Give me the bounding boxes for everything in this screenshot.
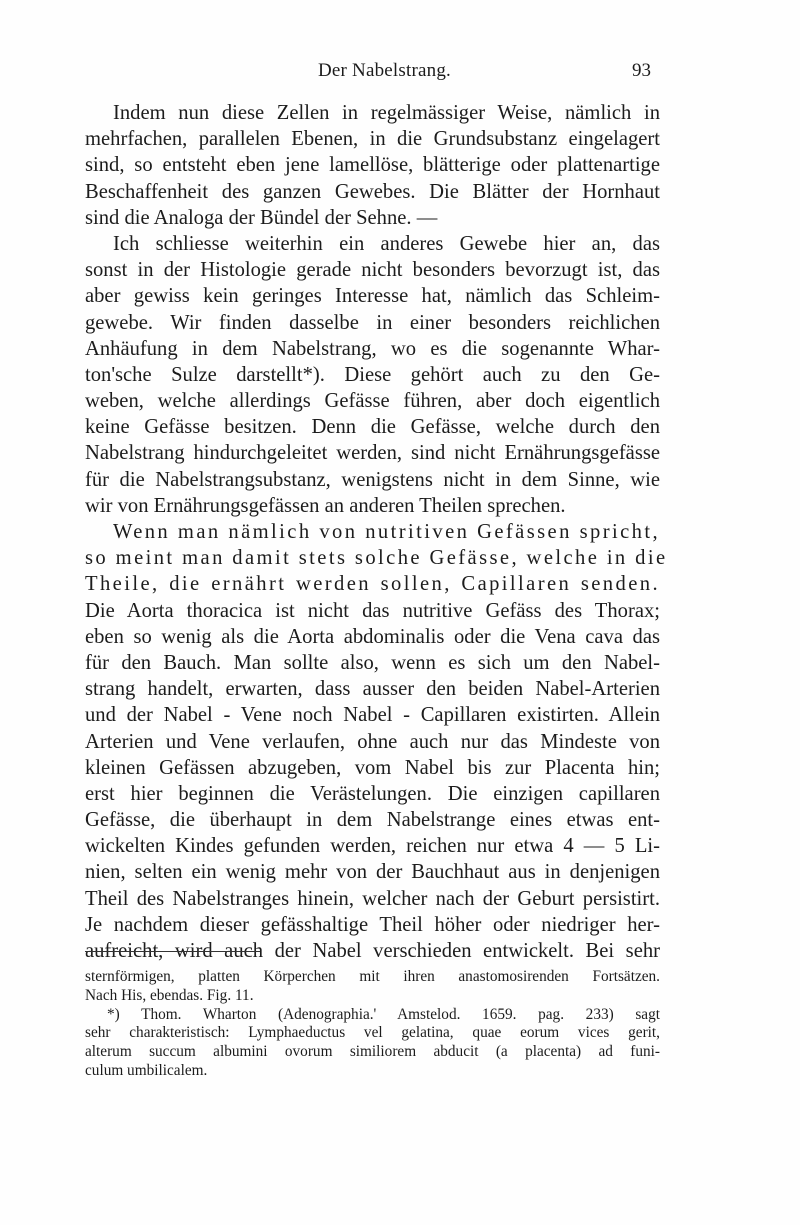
page-number: 93 bbox=[632, 60, 651, 81]
text-line: ton'sche Sulze darstellt*). Diese gehört auch zu den Ge- bbox=[85, 363, 660, 386]
text-line: Die Aorta thoracica ist nicht das nutritive Gefäss des Thorax; bbox=[85, 599, 660, 622]
text-line: aber gewiss kein geringes Interesse hat, nämlich das Schleim- bbox=[85, 285, 660, 308]
text-line: kleinen Gefässen abzugeben, vom Nabel bis zur Placenta hin; bbox=[85, 756, 660, 779]
text-line: Arterien und Vene verlaufen, ohne auch nur das Mindeste von bbox=[85, 730, 660, 753]
text-line: wir von Ernährungsgefässen an anderen Theilen sprechen. bbox=[85, 494, 566, 517]
text-line: sonst in der Histologie gerade nicht besonders bevorzugt ist, das bbox=[85, 259, 660, 282]
footnote-line: sternförmigen, platten Körperchen mit ihren anastomosirenden Fortsätzen. bbox=[85, 968, 660, 985]
text-line: aufreicht, wird auch der Nabel verschieden entwickelt. Bei sehr bbox=[85, 940, 660, 962]
text-line: Indem nun diese Zellen in regelmässiger Weise, nämlich in bbox=[113, 102, 660, 124]
text-line: mehrfachen, parallelen Ebenen, in die Grundsubstanz eingelagert bbox=[85, 128, 660, 151]
footnote-line: *) Thom. Wharton (Adenographia.' Amstelod. 1659. pag. 233) sagt bbox=[107, 1005, 660, 1023]
footnotes bbox=[85, 968, 660, 1081]
text-line: Je nachdem dieser gefässhaltige Theil höher oder niedriger her- bbox=[85, 913, 660, 936]
footnote-line: culum umbilicalem. bbox=[85, 1061, 208, 1079]
text-line: gewebe. Wir finden dasselbe in einer besonders reichlichen bbox=[85, 311, 660, 334]
text-line: Gefässe, die überhaupt in dem Nabelstrange eines etwas ent- bbox=[85, 809, 660, 832]
footnote-line: alterum succum albumini ovorum similiorem abducit (a placenta) ad funi- bbox=[85, 1043, 660, 1061]
text-line: Theile, die ernährt werden sollen, Capillaren senden. bbox=[85, 573, 660, 596]
text-line: strang handelt, erwarten, dass ausser den beiden Nabel-Arterien bbox=[85, 678, 660, 701]
text-line: Beschaffenheit des ganzen Gewebes. Die Blätter der Hornhaut bbox=[85, 180, 660, 203]
footnote-line: sehr charakteristisch: Lymphaeductus vel gelatina, quae eorum vices gerit, bbox=[85, 1024, 660, 1042]
running-head bbox=[0, 60, 800, 88]
text-line: sind, so entsteht eben jene lamellöse, blätterige oder plattenartige bbox=[85, 154, 660, 177]
text-line: so meint man damit stets solche Gefässe, welche in die bbox=[85, 547, 668, 570]
text-line: für den Bauch. Man sollte also, wenn es sich um den Nabel- bbox=[85, 651, 660, 674]
text-line: Nabelstrang hindurchgeleitet werden, sind nicht Ernährungsgefässe bbox=[85, 442, 660, 465]
text-line: für die Nabelstrangsubstanz, wenigstens nicht in dem Sinne, wie bbox=[85, 468, 660, 491]
text-line: weben, welche allerdings Gefässe führen, aber doch eigentlich bbox=[85, 390, 660, 413]
text-line: sind die Analoga der Bündel der Sehne. — bbox=[85, 206, 438, 229]
text-line: und der Nabel - Vene noch Nabel - Capillaren existirten. Allein bbox=[85, 704, 660, 727]
text-line: Theil des Nabelstranges hinein, welcher nach der Geburt persistirt. bbox=[85, 887, 660, 910]
text-line: keine Gefässe besitzen. Denn die Gefässe, welche durch den bbox=[85, 416, 660, 439]
running-title: Der Nabelstrang. bbox=[318, 60, 451, 81]
text-line: wickelten Kindes gefunden werden, reichen nur etwa 4 — 5 Li- bbox=[85, 835, 660, 858]
text-line: Wenn man nämlich von nutritiven Gefässen spricht, bbox=[113, 521, 660, 543]
text-line: Ich schliesse weiterhin ein anderes Gewebe hier an, das bbox=[113, 232, 660, 255]
text-line: nien, selten ein wenig mehr von der Bauchhaut aus in denjenigen bbox=[85, 861, 660, 884]
footnote-line: Nach His, ebendas. Fig. 11. bbox=[85, 986, 254, 1004]
text-line: Anhäufung in dem Nabelstrang, wo es die sogenannte Whar- bbox=[85, 337, 660, 360]
text-line: erst hier beginnen die Verästelungen. Die einzigen capillaren bbox=[85, 782, 660, 805]
footnote-rule bbox=[85, 951, 260, 952]
body-text bbox=[85, 100, 668, 964]
text-line: eben so wenig als die Aorta abdominalis oder die Vena cava das bbox=[85, 625, 660, 648]
